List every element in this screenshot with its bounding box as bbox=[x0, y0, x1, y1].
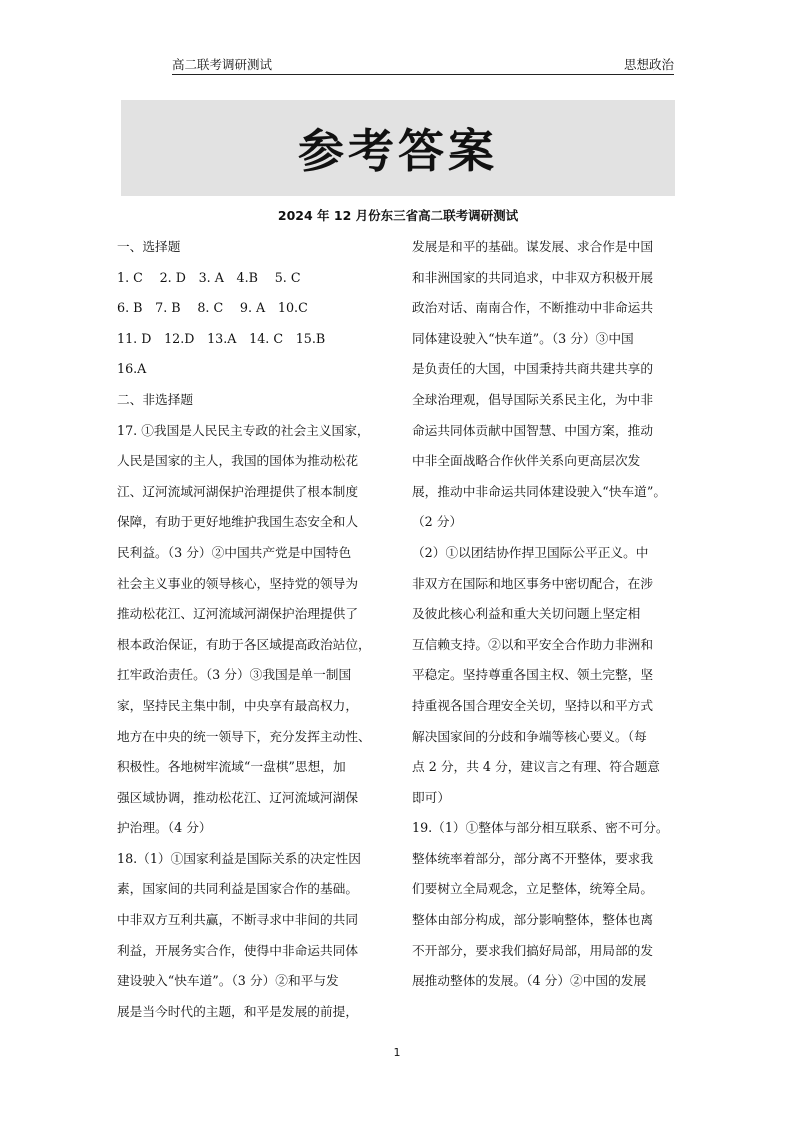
answer-key-banner bbox=[121, 100, 675, 196]
text-line: 整体由部分构成，部分影响整体，整体也离 bbox=[412, 912, 654, 928]
text-line: 积极性。各地树牢流域“一盘棋”思想，加 bbox=[117, 759, 346, 775]
text-line: 和非洲国家的共同追求，中非双方积极开展 bbox=[412, 269, 654, 285]
left-column bbox=[117, 232, 393, 1027]
text-line: 护治理。（4 分） bbox=[117, 820, 212, 836]
text-line: 江、辽河流域河湖保护治理提供了根本制度 bbox=[117, 483, 359, 499]
text-line: 展是当今时代的主题，和平是发展的前提， bbox=[117, 1003, 359, 1019]
text-line: 点 2 分，共 4 分，建议言之有理、符合题意 bbox=[412, 759, 660, 775]
text-line: （2 分） bbox=[412, 514, 463, 530]
text-line: 同体建设驶入“快车道”。（3 分）③中国 bbox=[412, 330, 634, 346]
text-line: 是负责任的大国，中国秉持共商共建共享的 bbox=[412, 361, 654, 377]
text-line: 解决国家间的分歧和争端等核心要义。（每 bbox=[412, 728, 647, 744]
text-line: 保障，有助于更好地维护我国生态安全和人 bbox=[117, 514, 359, 530]
text-line: 全球治理观，倡导国际关系民主化，为中非 bbox=[412, 391, 654, 407]
page-number: 1 bbox=[393, 1046, 401, 1059]
text-line: 家，坚持民主集中制，中央享有最高权力， bbox=[117, 697, 359, 713]
text-line: 非双方在国际和地区事务中密切配合，在涉 bbox=[412, 575, 654, 591]
text-line: 中非全面战略合作伙伴关系向更高层次发 bbox=[412, 453, 641, 469]
text-line: 民利益。（3 分）②中国共产党是中国特色 bbox=[117, 544, 352, 560]
text-line: 不开部分，要求我们搞好局部，用局部的发 bbox=[412, 942, 654, 958]
page-header bbox=[172, 57, 674, 75]
header-subject: 思想政治 bbox=[623, 57, 674, 72]
text-line: 们要树立全局观念，立足整体，统筹全局。 bbox=[412, 881, 654, 897]
document-title: 2024 年 12 月份东三省高二联考调研测试 bbox=[277, 208, 519, 223]
text-line: 推动松花江、辽河流域河湖保护治理提供了 bbox=[117, 606, 359, 622]
text-line: （2）①以团结协作捍卫国际公平正义。中 bbox=[412, 544, 649, 560]
text-line: 二、非选择题 bbox=[117, 391, 194, 407]
text-line: 地方在中央的统一领导下，充分发挥主动性、 bbox=[117, 728, 371, 744]
text-line: 命运共同体贡献中国智慧、中国方案，推动 bbox=[412, 422, 654, 438]
text-line: 17. ①我国是人民民主专政的社会主义国家， bbox=[117, 422, 370, 438]
right-column bbox=[412, 232, 682, 997]
text-line: 平稳定。坚持尊重各国主权、领土完整，坚 bbox=[412, 667, 654, 683]
header-exam-name: 高二联考调研测试 bbox=[172, 57, 273, 72]
text-line: 扛牢政治责任。（3 分）③我国是单一制国 bbox=[117, 667, 352, 683]
text-line: 19.（1）①整体与部分相互联系、密不可分。 bbox=[412, 820, 669, 836]
text-line: 整体统率着部分，部分离不开整体，要求我 bbox=[412, 850, 654, 866]
text-line: 一、选择题 bbox=[117, 239, 181, 254]
text-line: 互信赖支持。②以和平安全合作助力非洲和 bbox=[412, 636, 654, 652]
text-line: 及彼此核心利益和重大关切问题上坚定相 bbox=[412, 606, 641, 622]
text-line: 建设驶入“快车道”。（3 分）②和平与发 bbox=[117, 973, 339, 989]
text-line: 18.（1）①国家利益是国际关系的决定性因 bbox=[117, 850, 361, 866]
text-line: 中非双方互利共赢，不断寻求中非间的共同 bbox=[117, 912, 359, 928]
text-line: 发展是和平的基础。谋发展、求合作是中国 bbox=[412, 239, 654, 254]
text-line: 持重视各国合理安全关切，坚持以和平方式 bbox=[412, 697, 654, 713]
text-line: 强区域协调，推动松花江、辽河流域河湖保 bbox=[117, 789, 359, 805]
text-line: 社会主义事业的领导核心，坚持党的领导为 bbox=[117, 575, 359, 591]
text-line: 展推动整体的发展。（4 分）②中国的发展 bbox=[412, 973, 647, 989]
banner-title: 参考答案 bbox=[298, 124, 498, 178]
text-line: 素，国家间的共同利益是国家合作的基础。 bbox=[117, 881, 359, 897]
text-line: 根本政治保证，有助于各区域提高政治站位， bbox=[117, 636, 371, 652]
text-line: 16.A bbox=[117, 361, 147, 377]
text-line: 11. D 12.D 13.A 14. C 15.B bbox=[117, 330, 326, 346]
text-line: 展，推动中非命运共同体建设驶入“快车道”。 bbox=[412, 483, 667, 499]
text-line: 1. C 2. D 3. A 4.B 5. C bbox=[117, 269, 301, 285]
text-line: 利益，开展务实合作，使得中非命运共同体 bbox=[117, 942, 359, 958]
text-line: 即可） bbox=[412, 789, 451, 805]
text-line: 政治对话、南南合作，不断推动中非命运共 bbox=[412, 300, 654, 316]
text-line: 6. B 7. B 8. C 9. A 10.C bbox=[117, 300, 308, 316]
text-line: 人民是国家的主人，我国的国体为推动松花 bbox=[117, 453, 359, 469]
